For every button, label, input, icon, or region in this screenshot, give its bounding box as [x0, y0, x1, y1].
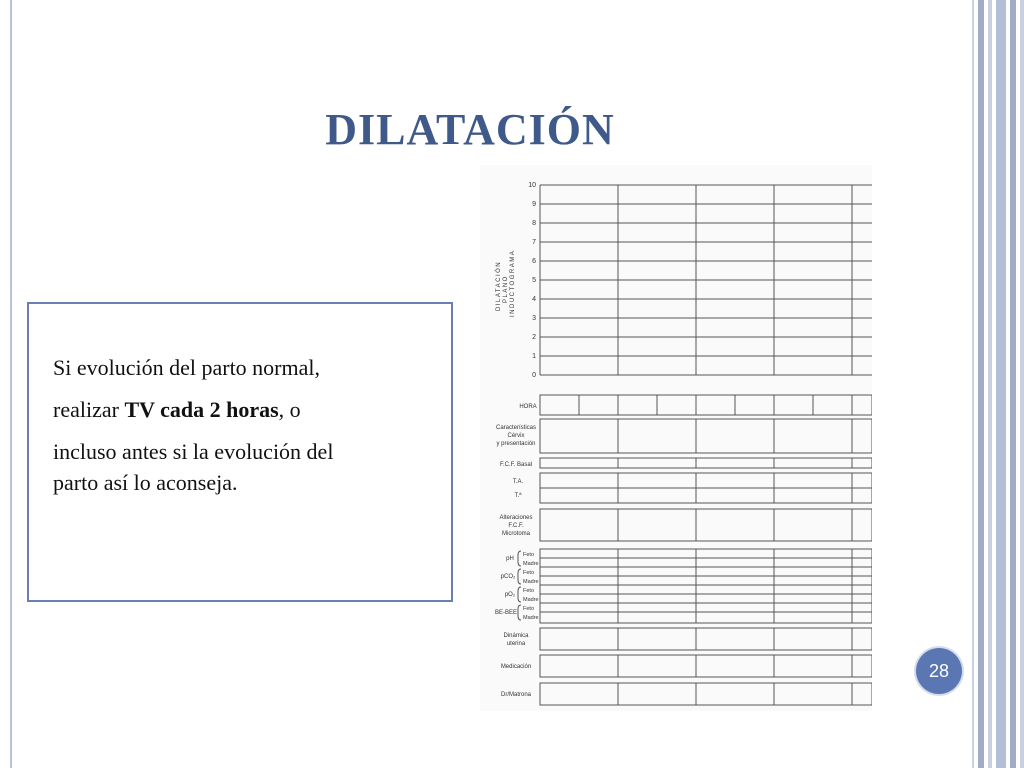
- label-bebee: BE-BEE: [494, 610, 518, 616]
- scale-8: 8: [532, 220, 536, 227]
- body-text-box: [27, 302, 453, 602]
- label-dr-matrona: Dr/Matrona: [500, 692, 532, 698]
- side-label-dilatacion: DILATACIÓN: [496, 260, 502, 311]
- label-hora: HORA: [519, 404, 537, 410]
- scale-6: 6: [532, 258, 536, 265]
- slide-title: DILATACIÓN: [325, 105, 615, 154]
- label-ta: T.A.: [512, 479, 524, 485]
- body-line-2: [53, 394, 449, 425]
- label-po2: pO₂: [504, 592, 516, 598]
- scale-1: 1: [532, 353, 536, 360]
- body-line-2-bold: TV cada 2 horas: [124, 397, 279, 422]
- body-text: [53, 352, 449, 509]
- label-dinamica: Dinámica: [503, 633, 529, 639]
- body-line-1: Si evolución del parto normal,: [53, 355, 320, 380]
- label-fcf-basal: F.C.F. Basal: [499, 462, 533, 468]
- scale-5: 5: [532, 277, 536, 284]
- scale-2: 2: [532, 334, 536, 341]
- side-label-inductograma: INDUCTOGRAMA: [510, 249, 516, 317]
- label-po2-madre: Madre: [523, 597, 539, 603]
- label-cervix: Cérvix: [507, 433, 525, 439]
- body-line-3: incluso antes si la evolución del: [53, 439, 334, 464]
- scale-10: 10: [528, 182, 536, 189]
- label-medicacion: Medicación: [500, 664, 532, 670]
- scale-4: 4: [532, 296, 536, 303]
- scale-7: 7: [532, 239, 536, 246]
- scale-9: 9: [532, 201, 536, 208]
- label-microtoma: Microtoma: [501, 531, 531, 537]
- label-temp: T.ª: [514, 493, 522, 499]
- label-pco2-madre: Madre: [523, 579, 539, 585]
- page-number-badge: 28: [916, 648, 962, 694]
- label-presentacion: y presentación: [496, 441, 536, 447]
- side-label-plano: PLANO: [503, 275, 509, 303]
- label-po2-feto: Feto: [523, 588, 535, 594]
- label-uterina: uterina: [506, 641, 526, 647]
- label-caracteristicas: Características: [495, 425, 537, 431]
- body-line-4: parto así lo aconseja.: [53, 470, 238, 495]
- label-bebee-madre: Madre: [523, 615, 539, 621]
- label-fcf: F.C.F.: [508, 523, 524, 529]
- label-ph-feto: Feto: [523, 552, 535, 558]
- partograph-form-image: [480, 165, 872, 711]
- label-bebee-feto: Feto: [523, 606, 535, 612]
- body-line-2-pre: realizar: [53, 397, 125, 422]
- label-alteraciones: Alteraciones: [499, 515, 533, 521]
- label-ph: pH: [506, 556, 514, 562]
- label-pco2: pCO₂: [500, 574, 516, 580]
- right-decorative-bars: [972, 0, 1024, 768]
- label-ph-madre: Madre: [523, 561, 539, 567]
- label-pco2-feto: Feto: [523, 570, 535, 576]
- scale-3: 3: [532, 315, 536, 322]
- body-line-2-post: , o: [278, 397, 301, 422]
- scale-0: 0: [532, 372, 536, 379]
- partograph-form: [480, 165, 872, 711]
